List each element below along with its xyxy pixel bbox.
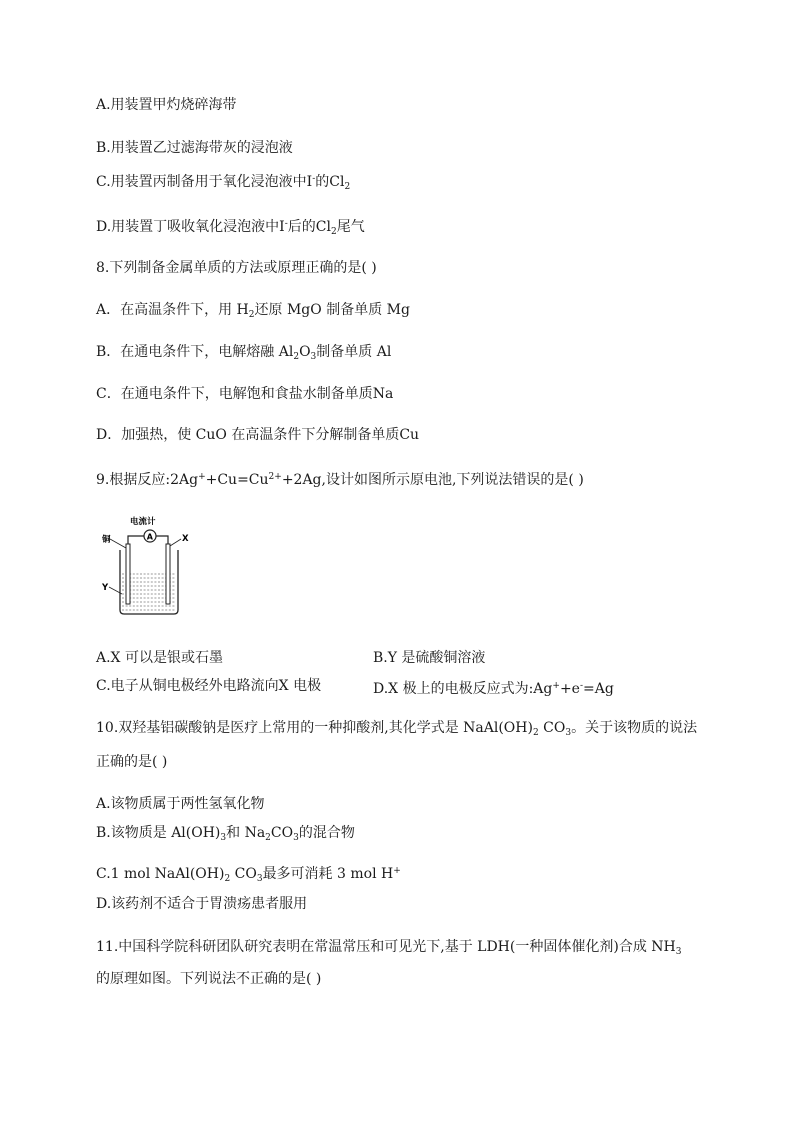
q7-option-b: B.用装置乙过滤海带灰的浸泡液	[96, 140, 293, 156]
q10-stem-co: CO	[538, 720, 566, 736]
q7-d-mid: 后的Cl	[287, 219, 331, 235]
q9-option-a: A.X 可以是银或石墨	[96, 650, 223, 666]
q9-d-mid: +e	[559, 681, 580, 697]
q7-c-text: C.用装置丙制备用于氧化浸泡液中I	[96, 174, 313, 190]
q10-option-b	[96, 824, 355, 847]
q8-a-text: A．在高温条件下，用 H	[96, 302, 249, 318]
q7-d-sup: -	[284, 219, 288, 229]
q8-option-d: D．加强热，使 CuO 在高温条件下分解制备单质Cu	[96, 427, 420, 443]
q10-stem-end: 。关于该物质的说法	[571, 720, 698, 736]
q10-stem-sub1: 2	[532, 728, 539, 738]
q7-c-sup: -	[312, 174, 316, 184]
q8-a-post: 还原 MgO 制备单质 Mg	[254, 302, 410, 318]
q7-d-post: 尾气	[336, 219, 365, 235]
q10-b-text: B.该物质是 Al(OH)	[96, 825, 221, 841]
q9-stem-mid: +Cu=Cu	[205, 472, 269, 488]
q10-stem-text: 10.双羟基铝碳酸钠是医疗上常用的一种抑酸剂,其化学式是 NaAl(OH)	[96, 720, 533, 736]
galvanic-cell-figure	[96, 514, 196, 618]
q9-stem	[96, 468, 584, 489]
q8-option-a	[96, 301, 410, 324]
q10-b-mid: 和 Na	[226, 825, 266, 841]
q8-b-sub1: 2	[293, 352, 300, 362]
ammeter-symbol: A	[146, 532, 154, 542]
x-electrode-label: X	[182, 534, 189, 544]
ammeter-label: 电流计	[130, 517, 156, 527]
q9-d-sup2: -	[579, 681, 583, 691]
q8-stem: 8.下列制备金属单质的方法或原理正确的是( )	[96, 260, 377, 276]
q9-stem-sup2: 2+	[268, 472, 282, 482]
q10-b-mid2: CO	[270, 825, 294, 841]
q9-d-text: D.X 极上的电极反应式为:Ag	[373, 681, 553, 697]
q9-stem-text: 9.根据反应:2Ag	[96, 472, 199, 488]
q11-stem-line1	[96, 938, 681, 961]
q10-b-post: 的混合物	[298, 825, 355, 841]
q10-c-sup: +	[393, 866, 401, 876]
q10-option-c	[96, 862, 401, 888]
q8-option-c: C．在通电条件下，电解饱和食盐水制备单质Na	[96, 386, 394, 402]
x-pointer	[170, 539, 181, 546]
q8-b-text: B．在通电条件下，电解熔融 Al	[96, 344, 294, 360]
q9-option-c: C.电子从铜电极经外电路流向X 电极	[96, 678, 322, 694]
q10-b-sub1: 3	[220, 833, 227, 843]
q8-a-sub: 2	[248, 310, 255, 320]
q9-d-post: =Ag	[583, 681, 614, 697]
q10-c-mid: CO	[230, 866, 257, 882]
q8-b-sub2: 3	[310, 352, 317, 362]
q8-b-mid: O	[299, 344, 311, 360]
q7-c-sub: 2	[344, 182, 351, 192]
q10-b-sub2: 2	[265, 833, 271, 843]
copper-pointer	[110, 539, 126, 548]
q9-option-b: B.Y 是硫酸铜溶液	[373, 650, 486, 666]
q10-stem-line2: 正确的是( )	[96, 754, 168, 770]
q11-stem-line2: 的原理如图。下列说法不正确的是( )	[96, 971, 322, 987]
q10-c-sub1: 2	[224, 874, 231, 884]
q7-option-c	[96, 170, 350, 196]
q8-option-b	[96, 343, 391, 366]
q9-stem-post: +2Ag,设计如图所示原电池,下列说法错误的是( )	[281, 472, 584, 488]
q10-b-sub3: 3	[293, 833, 299, 843]
q10-c-text: C.1 mol NaAl(OH)	[96, 866, 225, 882]
copper-label: 铜	[102, 535, 111, 545]
q10-c-post: 最多可消耗 3 mol H	[262, 866, 394, 882]
q10-option-a: A.该物质属于两性氢氧化物	[96, 796, 265, 812]
q10-stem-line1	[96, 719, 697, 742]
q7-d-text: D.用装置丁吸收氧化浸泡液中I	[96, 219, 285, 235]
q10-stem-sub2: 3	[565, 728, 572, 738]
q10-option-d: D.该药剂不适合于胃溃疡患者服用	[96, 896, 308, 912]
x-electrode	[166, 544, 170, 604]
q9-stem-sup1: +	[198, 472, 206, 482]
q10-c-sub2: 3	[256, 874, 263, 884]
q9-d-sup1: +	[552, 681, 560, 691]
q7-d-sub: 2	[330, 227, 337, 237]
q9-option-d	[373, 677, 614, 698]
q11-stem-text: 11.中国科学院科研团队研究表明在常温常压和可见光下,基于 LDH(一种固体催化剂)合成 NH	[96, 939, 676, 955]
q7-c-mid: 的Cl	[315, 174, 345, 190]
copper-electrode	[126, 544, 130, 604]
q7-option-d	[96, 215, 365, 241]
q8-b-post: 制备单质 Al	[316, 344, 392, 360]
y-solution-label: Y	[102, 583, 109, 593]
q7-option-a: A.用装置甲灼烧碎海带	[96, 97, 237, 113]
q11-stem-sub: 3	[675, 947, 682, 957]
